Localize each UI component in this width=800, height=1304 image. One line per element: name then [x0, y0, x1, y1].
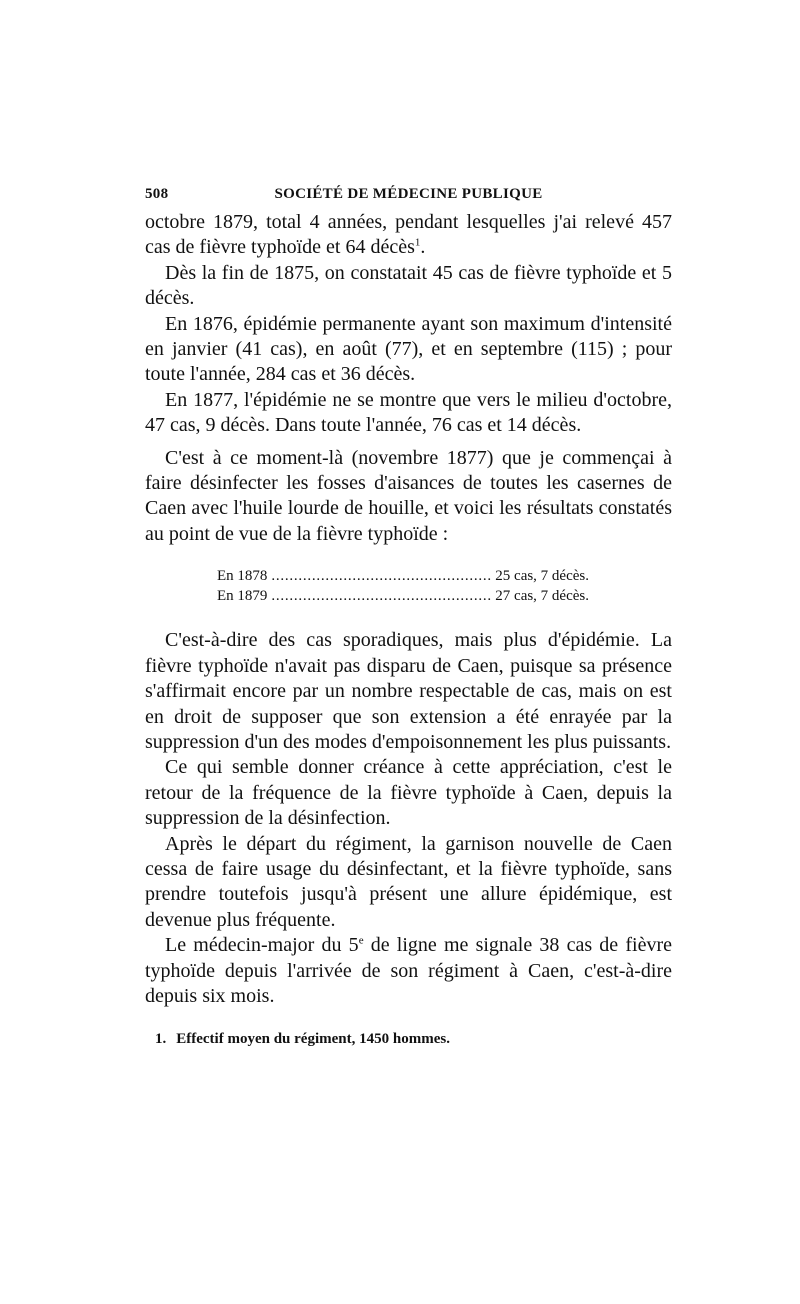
footnote-number: 1. — [155, 1031, 167, 1048]
paragraph-tail: . — [420, 236, 426, 259]
running-head — [145, 186, 672, 210]
stat-row-1878 — [217, 566, 589, 586]
body-text — [145, 210, 672, 1009]
paragraph-7: Ce qui semble donner créance à cette appréciation, c'est le retour de la fréquence de la fièvre typhoïde à Caen, depuis la suppression de la désinfection. — [145, 756, 672, 830]
paragraph-text: octobre 1879, total 4 années, pendant lesquelles j'ai relevé 457 cas de fièvre typhoïde et 64 décès — [145, 211, 672, 259]
dot-leader — [271, 566, 491, 586]
footnote-reference: 1 — [414, 236, 421, 249]
book-page — [145, 186, 672, 1048]
stat-year: En 1879 — [217, 588, 268, 605]
paragraph-2: Dès la fin de 1875, on constatait 45 cas de fièvre typhoïde et 5 décès. — [145, 261, 672, 310]
yearly-statistics — [217, 566, 589, 606]
paragraph-3: En 1876, épidémie permanente ayant son maximum d'intensité en janvier (41 cas), en août (77), et en septembre (115) ; pour toute l'année, 284 cas et 36 décès. — [145, 312, 672, 386]
page-number: 508 — [145, 186, 169, 202]
running-head-title: SOCIÉTÉ DE MÉDECINE PUBLIQUE — [274, 186, 543, 202]
footnote — [155, 1031, 672, 1048]
paragraph-8: Après le départ du régiment, la garnison nouvelle de Caen cessa de faire usage du désinfectant, et la fièvre typhoïde, sans prendre toutefois jusqu'à présent une allure épidémique, est devenue plus fréquente. — [145, 832, 672, 931]
dot-leader — [271, 586, 491, 606]
stat-result: 25 cas, 7 décès. — [495, 568, 589, 585]
stat-result: 27 cas, 7 décès. — [495, 588, 589, 605]
paragraph-1 — [145, 210, 672, 261]
paragraph-4: En 1877, l'épidémie ne se montre que vers le milieu d'octobre, 47 cas, 9 décès. Dans toute l'année, 76 cas et 14 décès. — [145, 388, 672, 437]
paragraph-9 — [145, 933, 672, 1009]
stat-year: En 1878 — [217, 568, 268, 585]
stat-row-1879 — [217, 586, 589, 606]
paragraph-text: de ligne me signale 38 cas de fièvre typhoïde depuis l'arrivée de son régiment à Caen, c'est-à-dire depuis six mois. — [145, 934, 672, 1007]
footnote-text: Effectif moyen du régiment, 1450 hommes. — [176, 1031, 450, 1048]
paragraph-6: C'est-à-dire des cas sporadiques, mais plus d'épidémie. La fièvre typhoïde n'avait pas disparu de Caen, puisque sa présence s'affirmait encore par un nombre respectable de cas, mais on est en droit de supposer que son extension a été enrayée par la suppression d'un des modes d'empoisonnement les plus puissants. — [145, 629, 672, 753]
paragraph-5: C'est à ce moment-là (novembre 1877) que je commençai à faire désinfecter les fosses d'aisances de toutes les casernes de Caen avec l'huile lourde de houille, et voici les résultats constatés au point de vue de la fièvre typhoïde : — [145, 446, 672, 545]
ordinal-superscript: e — [358, 934, 364, 947]
paragraph-text: Le médecin-major du 5 — [165, 934, 359, 957]
